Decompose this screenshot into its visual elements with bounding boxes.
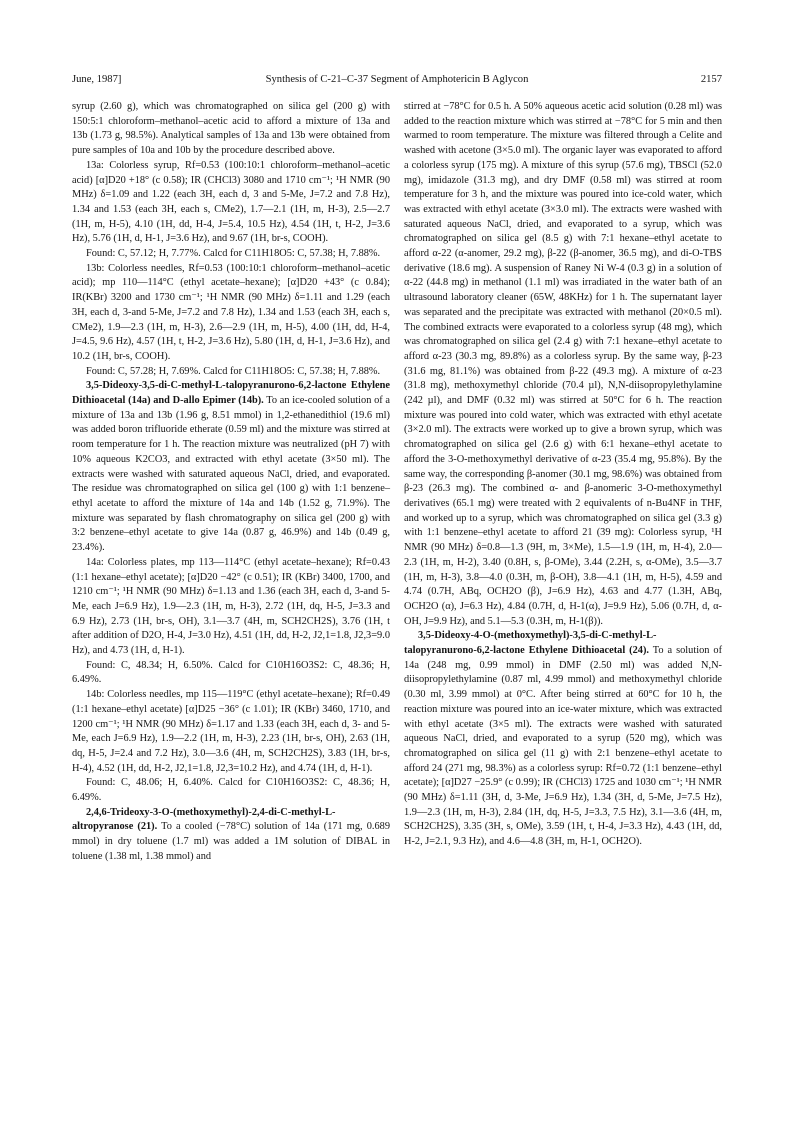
paragraph-text: 13a: Colorless syrup, Rf=0.53 (100:10:1 chloroform–methanol–acetic acid) [α]D20 +18° (c 0.58); IR (CHCl3) 3080 and 1710 cm⁻¹; ¹H NMR (90 MHz) δ=1.09 and 1.22 (each 3H, each d, 3 and 5-Me, J=7.2 and 7.8 Hz), 1.34 and 1.53 (each 3H, each s, CMe2), 1.7—2.1 (1H, m, H-3), 2.5—2.7 (1H, m, H-5), 4.10 (1H, dd, H-4, J=5.4, 10.5 Hz), 4.54 (1H, t, H-2, J=3.6 Hz), 5.76 (1H, d, H-1, J=3.6 Hz), and 9.67 (1H, br-s, COOH). [72,159,390,245]
body-paragraph [72,365,390,380]
body-paragraph [72,100,390,159]
running-title: Synthesis of C-21–C-37 Segment of Amphotericin B Aglycon [265,74,529,85]
body-paragraph [72,659,390,688]
page-number: 2157 [700,74,722,85]
right-column [404,100,722,850]
body-paragraph [72,247,390,262]
paragraph-text: 13b: Colorless needles, Rf=0.53 (100:10:1 chloroform–methanol–acetic acid); mp 110—114°C (ethyl acetate–hexane); [α]D20 +43° (c 0.84); IR(KBr) 3200 and 1730 cm⁻¹; ¹H NMR (90 MHz) δ=1.11 and 1.29 (each 3H, each d, 3-and 5-Me, J=7.2 and 7.8 Hz), 1.34 and 1.53 (each 3H, each s, CMe2), 1.9—2.3 (1H, m, H-3), 2.6—2.9 (1H, m, H-5), 4.00 (1H, dd, H-4, J=4.5, 9.6 Hz), 4.57 (1H, t, H-2, J=3.6 Hz), 5.80 (1H, d, H-1, J=3.6 Hz), and 10.2 (1H, br-s, COOH). [72,262,390,362]
compound-heading: 3,5-Dideoxy-3,5-di-C-methyl-L-talopyranurono-6,2-lactone Ethylene Dithioacetal (14a) and D-allo Epimer (14b). [72,380,390,407]
paragraph-text: Found: C, 48.34; H, 6.50%. Calcd for C10H16O3S2: C, 48.36; H, 6.49%. [72,659,390,686]
paragraph-text: syrup (2.60 g), which was chromatographed on silica gel (200 g) with 150:5:1 chloroform–methanol–acetic acid to afford a mixture of 13a and 13b (1.73 g, 98.5%). Analytical samples of 13a and 13b were obtained from pure samples of 10a and 10b by the procedure described above. [72,101,390,157]
compound-section-paragraph [72,379,390,555]
body-paragraph [72,262,390,365]
journal-date: June, 1987] [72,74,122,85]
paragraph-text: stirred at −78°C for 0.5 h. A 50% aqueous acetic acid solution (0.28 ml) was added to the reaction mixture which was stirred at −78°C for 5 min and then warmed to room temperature. The mixture was filtered through a Celite and washed with acetone (3×5.0 ml). The organic layer was evaporated to afford a colorless syrup (175 mg). A mixture of this syrup (57.6 mg), TBSCl (52.0 mg), imidazole (31.3 mg), and dry DMF (0.58 ml) was stirred at room temperature for 3 h, and the mixture was poured into ice-cold water, which was extracted with ethyl acetate (3×3.0 ml). The extracts were washed with saturated aqueous NaCl, dried, and evaporated to a syrup, which was chromatographed on silica gel (8.5 g) with 7:1 hexane–ethyl acetate to afford α-22 (α-anomer, 29.2 mg), β-22 (β-anomer, 36.5 mg), and di-O-TBS derivative (18.6 mg). A suspension of Raney Ni W-4 (0.3 g) in a solution of α-22 (44.8 mg) in methanol (1.1 ml) was irradiated in the water bath of an ultrasound laboratory cleaner (65W, 48KHz) for 1 h. The supernatant layer was separated and the precipitate was extracted with methanol (20×0.5 ml). The combined extracts were evaporated to a colorless syrup (48 mg), which was chromatographed on silica gel (2.4 g) with 7:1 hexane–ethyl acetate to afford α-23 (30.3 mg, 89.8%) as a colorless syrup. By the same way, β-23 (31.6 mg, 81.1%) was obtained from β-22 (49.3 mg). A mixture of α-23 (31.8 mg), methoxymethyl chloride (70.4 µl), N,N-diisopropylethylamine (242 µl), and DMF (0.32 ml) was stirred at 50°C for 6 h. The reaction mixture was poured into cold water, which was extracted with ethyl acetate (3×2.0 ml). The extracts were worked up to give a brown syrup, which was chromatographed on silica gel (2.6 g) with 6:1 hexane–ethyl acetate to afford the 3-O-methoxymethyl derivative of α-23 (35.4 mg, 95.8%). By the same way, the corresponding β-anomer (30.1 mg, 98.6%) was obtained from β-23 (26.3 mg). The combined α- and β-anomeric 3-O-methoxymethyl derivatives (65.1 mg) were treated with 2 equivalents of n-Bu4NF in THF, and worked up to a syrup, which was chromatographed on silica gel (3.3 g) with 1:1 benzene–ethyl acetate to afford 21 (39 mg): Colorless syrup, ¹H NMR (90 MHz) δ=0.8—1.3 (9H, m, 3×Me), 1.5—1.9 (1H, m, H-4), 2.0—2.3 (1H, m, H-2), 3.40 (0.8H, s, β-OMe), 3.44 (2.2H, s, α-OMe), 3.5—3.7 (1H, m, H-3), 3.8—4.0 (0.3H, m, β-OH), 3.8—4.1 (1H, m, H-5), 4.59 and 4.74 (0.7H, ABq, OCH2O (β), J=6.9 Hz), 4.63 and 4.77 (1.3H, ABq, OCH2O (α), J=6.3 Hz), 4.84 (0.7H, d, H-1(α), J=9.9 Hz), 5.06 (0.7H, d, α-OH, J=9.9 Hz), and 5.1—5.3 (0.3H, m, H-1(β)). [404,101,722,627]
left-column [72,100,390,865]
compound-section-paragraph [404,629,722,850]
body-paragraph [72,688,390,776]
body-paragraph [404,100,722,629]
body-paragraph [72,159,390,247]
paragraph-text: To a cooled (−78°C) solution of 14a (171 mg, 0.689 mmol) in dry toluene (1.7 ml) was added a 1M solution of DIBAL in toluene (1.38 ml, 1.38 mmol) and [72,821,390,862]
body-paragraph [72,776,390,805]
paragraph-text: 14a: Colorless plates, mp 113—114°C (ethyl acetate–hexane); Rf=0.43 (1:1 hexane–ethyl acetate); [α]D20 −42° (c 0.51); IR (KBr) 3400, 1700, and 1210 cm⁻¹; ¹H NMR (90 MHz) δ=1.13 and 1.36 (each 3H, each d, 3-and 5-Me, each J=6.9 Hz), 1.9—2.3 (1H, m, H-3), 2.72 (1H, dq, H-5, J=3.3 and 6.9 Hz), 2.73 (1H, br-s, OH), 3.1—3.7 (4H, m, SCH2CH2S), 3.76 (1H, t after addition of D2O, H-4, J=3.0 Hz), 4.51 (1H, dd, H-2, J2,1=1.8, J2,3=9.0 Hz), and 4.73 (1H, d, H-1). [72,556,390,657]
paragraph-text: To a solution of 14a (248 mg, 0.99 mmol) in DMF (2.50 ml) was added N,N-diisopropylethylamine (0.87 ml, 4.99 mmol) and methoxymethyl chloride (0.30 ml, 3.99 mmol) at 0°C. After being stirred at 60°C for 10 h, the reaction mixture was poured into an ice-water mixture, which was extracted with ethyl acetate (3×5 ml). The extracts were washed with saturated aqueous NaCl, dried, and evaporated to a syrup (520 mg), which was chromatographed on silica gel (11 g) with 2:1 benzene–ethyl acetate to afford 24 (271 mg, 98.3%) as a colorless syrup: Rf=0.72 (1:1 benzene–ethyl acetate); [α]D27 −25.9° (c 0.99); IR (CHCl3) 1725 and 1030 cm⁻¹; ¹H NMR (90 MHz) δ=1.11 (3H, d, 3-Me, J=6.9 Hz), 1.34 (3H, d, 5-Me, J=7.5 Hz), 1.9—2.3 (1H, m, H-3), 2.84 (1H, dq, H-5, J=3.3, 7.5 Hz), 3.1—3.6 (4H, m, SCH2CH2S), 3.35 (3H, s, OMe), 3.59 (1H, t, H-4, J=3.3 Hz), 4.43 (1H, dd, H-2, J=2.1, 9.3 Hz), and 4.6—4.8 (3H, m, H-1, OCH2O). [404,645,723,848]
paragraph-text: Found: C, 57.28; H, 7.69%. Calcd for C11H18O5: C, 57.38; H, 7.88%. [86,365,381,377]
body-paragraph [72,556,390,659]
paragraph-text: 14b: Colorless needles, mp 115—119°C (ethyl acetate–hexane); Rf=0.49 (1:1 hexane–ethyl acetate) [α]D25 −36° (c 1.01); IR (KBr) 3460, 1710, and 1200 cm⁻¹; ¹H NMR (90 MHz) δ=1.17 and 1.33 (each 3H, each d, 3- and 5-Me, each J=6.9 Hz), 1.9—2.2 (1H, m, H-3), 2.23 (1H, br-s, OH), 2.63 (1H, dq, H-5, J=2.4 and 7.2 Hz), 3.0—3.6 (4H, m, SCH2CH2S), 3.83 (1H, br-s, H-4), 4.52 (1H, dd, H-2, J2,1=1.8, J2,3=10.2 Hz), and 4.74 (1H, d, H-1). [72,689,390,774]
page-header [72,72,722,88]
paragraph-text: To an ice-cooled solution of a mixture of 13a and 13b (1.96 g, 8.51 mmol) in 1,2-ethanedithiol (19.6 ml) was added boron trifluoride etherate (0.59 ml) and the mixture was stirred at room temperature for 1 h. The reaction mixture was neutralized (pH 7) with 10% aqueous K2CO3, and extracted with ethyl acetate (3×50 ml). The extracts were washed with saturated aqueous NaCl, dried, and evaporated. The residue was chromatographed on silica gel (100 g) with 1:1 benzene–ethyl acetate to afford the mixture of 14a and 14b (1.52 g, 71.9%). The mixture was separated by flash chromatography on silica gel (200 g) with 3:2 benzene–ethyl acetate to give 14a (0.87 g, 46.9%) and 14b (0.49 g, 23.4%). [72,395,390,554]
paragraph-text: Found: C, 57.12; H, 7.77%. Calcd for C11H18O5: C, 57.38; H, 7.88%. [86,248,381,260]
compound-heading: 3,5-Dideoxy-4-O-(methoxymethyl)-3,5-di-C-methyl-L-talopyranurono-6,2-lactone Ethylene Dithioacetal (24). [404,630,657,657]
paragraph-text: Found: C, 48.06; H, 6.40%. Calcd for C10H16O3S2: C, 48.36; H, 6.49%. [72,777,390,804]
compound-heading: 2,4,6-Trideoxy-3-O-(methoxymethyl)-2,4-di-C-methyl-L-altropyranose (21). [72,806,336,833]
compound-section-paragraph [72,806,390,865]
